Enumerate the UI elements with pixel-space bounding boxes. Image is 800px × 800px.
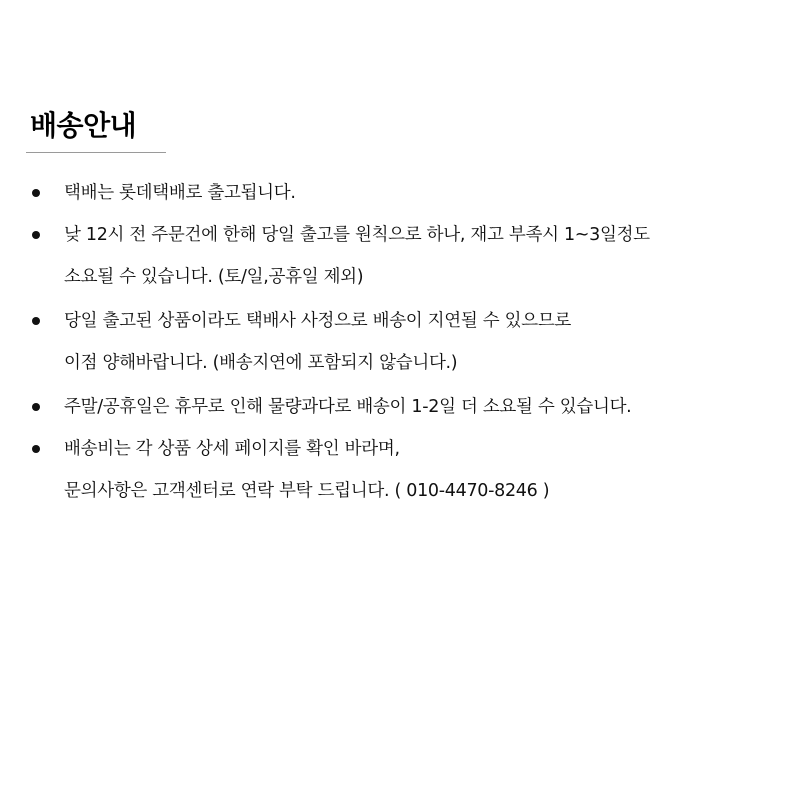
bullet-icon [32, 317, 40, 325]
list-item-text: 낮 12시 전 주문건에 한해 당일 출고를 원칙으로 하나, 재고 부족시 1~3일정도 [64, 225, 650, 245]
list-item-text: 배송비는 각 상품 상세 페이지를 확인 바라며, [64, 439, 400, 459]
list-item [0, 174, 780, 216]
bullet-icon [32, 189, 40, 197]
list-item-text-continued: 소요될 수 있습니다. (토/일,공휴일 제외) [64, 267, 364, 287]
list-item [0, 388, 780, 430]
list-item [0, 216, 780, 302]
notice-list [0, 174, 780, 516]
bullet-icon [32, 445, 40, 453]
list-item-text: 당일 출고된 상품이라도 택배사 사정으로 배송이 지연될 수 있으므로 [64, 311, 572, 331]
bullet-icon [32, 231, 40, 239]
list-item-text-continued: 이점 양해바랍니다. (배송지연에 포함되지 않습니다.) [64, 353, 458, 373]
list-item-text: 주말/공휴일은 휴무로 인해 물량과다로 배송이 1-2일 더 소요될 수 있습니다. [64, 397, 632, 417]
list-item-text: 택배는 롯데택배로 출고됩니다. [64, 183, 296, 203]
list-item [0, 430, 780, 516]
page-title: 배송안내 [30, 109, 137, 142]
title-divider [26, 152, 166, 153]
list-item-text-continued: 문의사항은 고객센터로 연락 부탁 드립니다. ( 010-4470-8246 ) [64, 481, 550, 501]
list-item [0, 302, 780, 388]
bullet-icon [32, 403, 40, 411]
